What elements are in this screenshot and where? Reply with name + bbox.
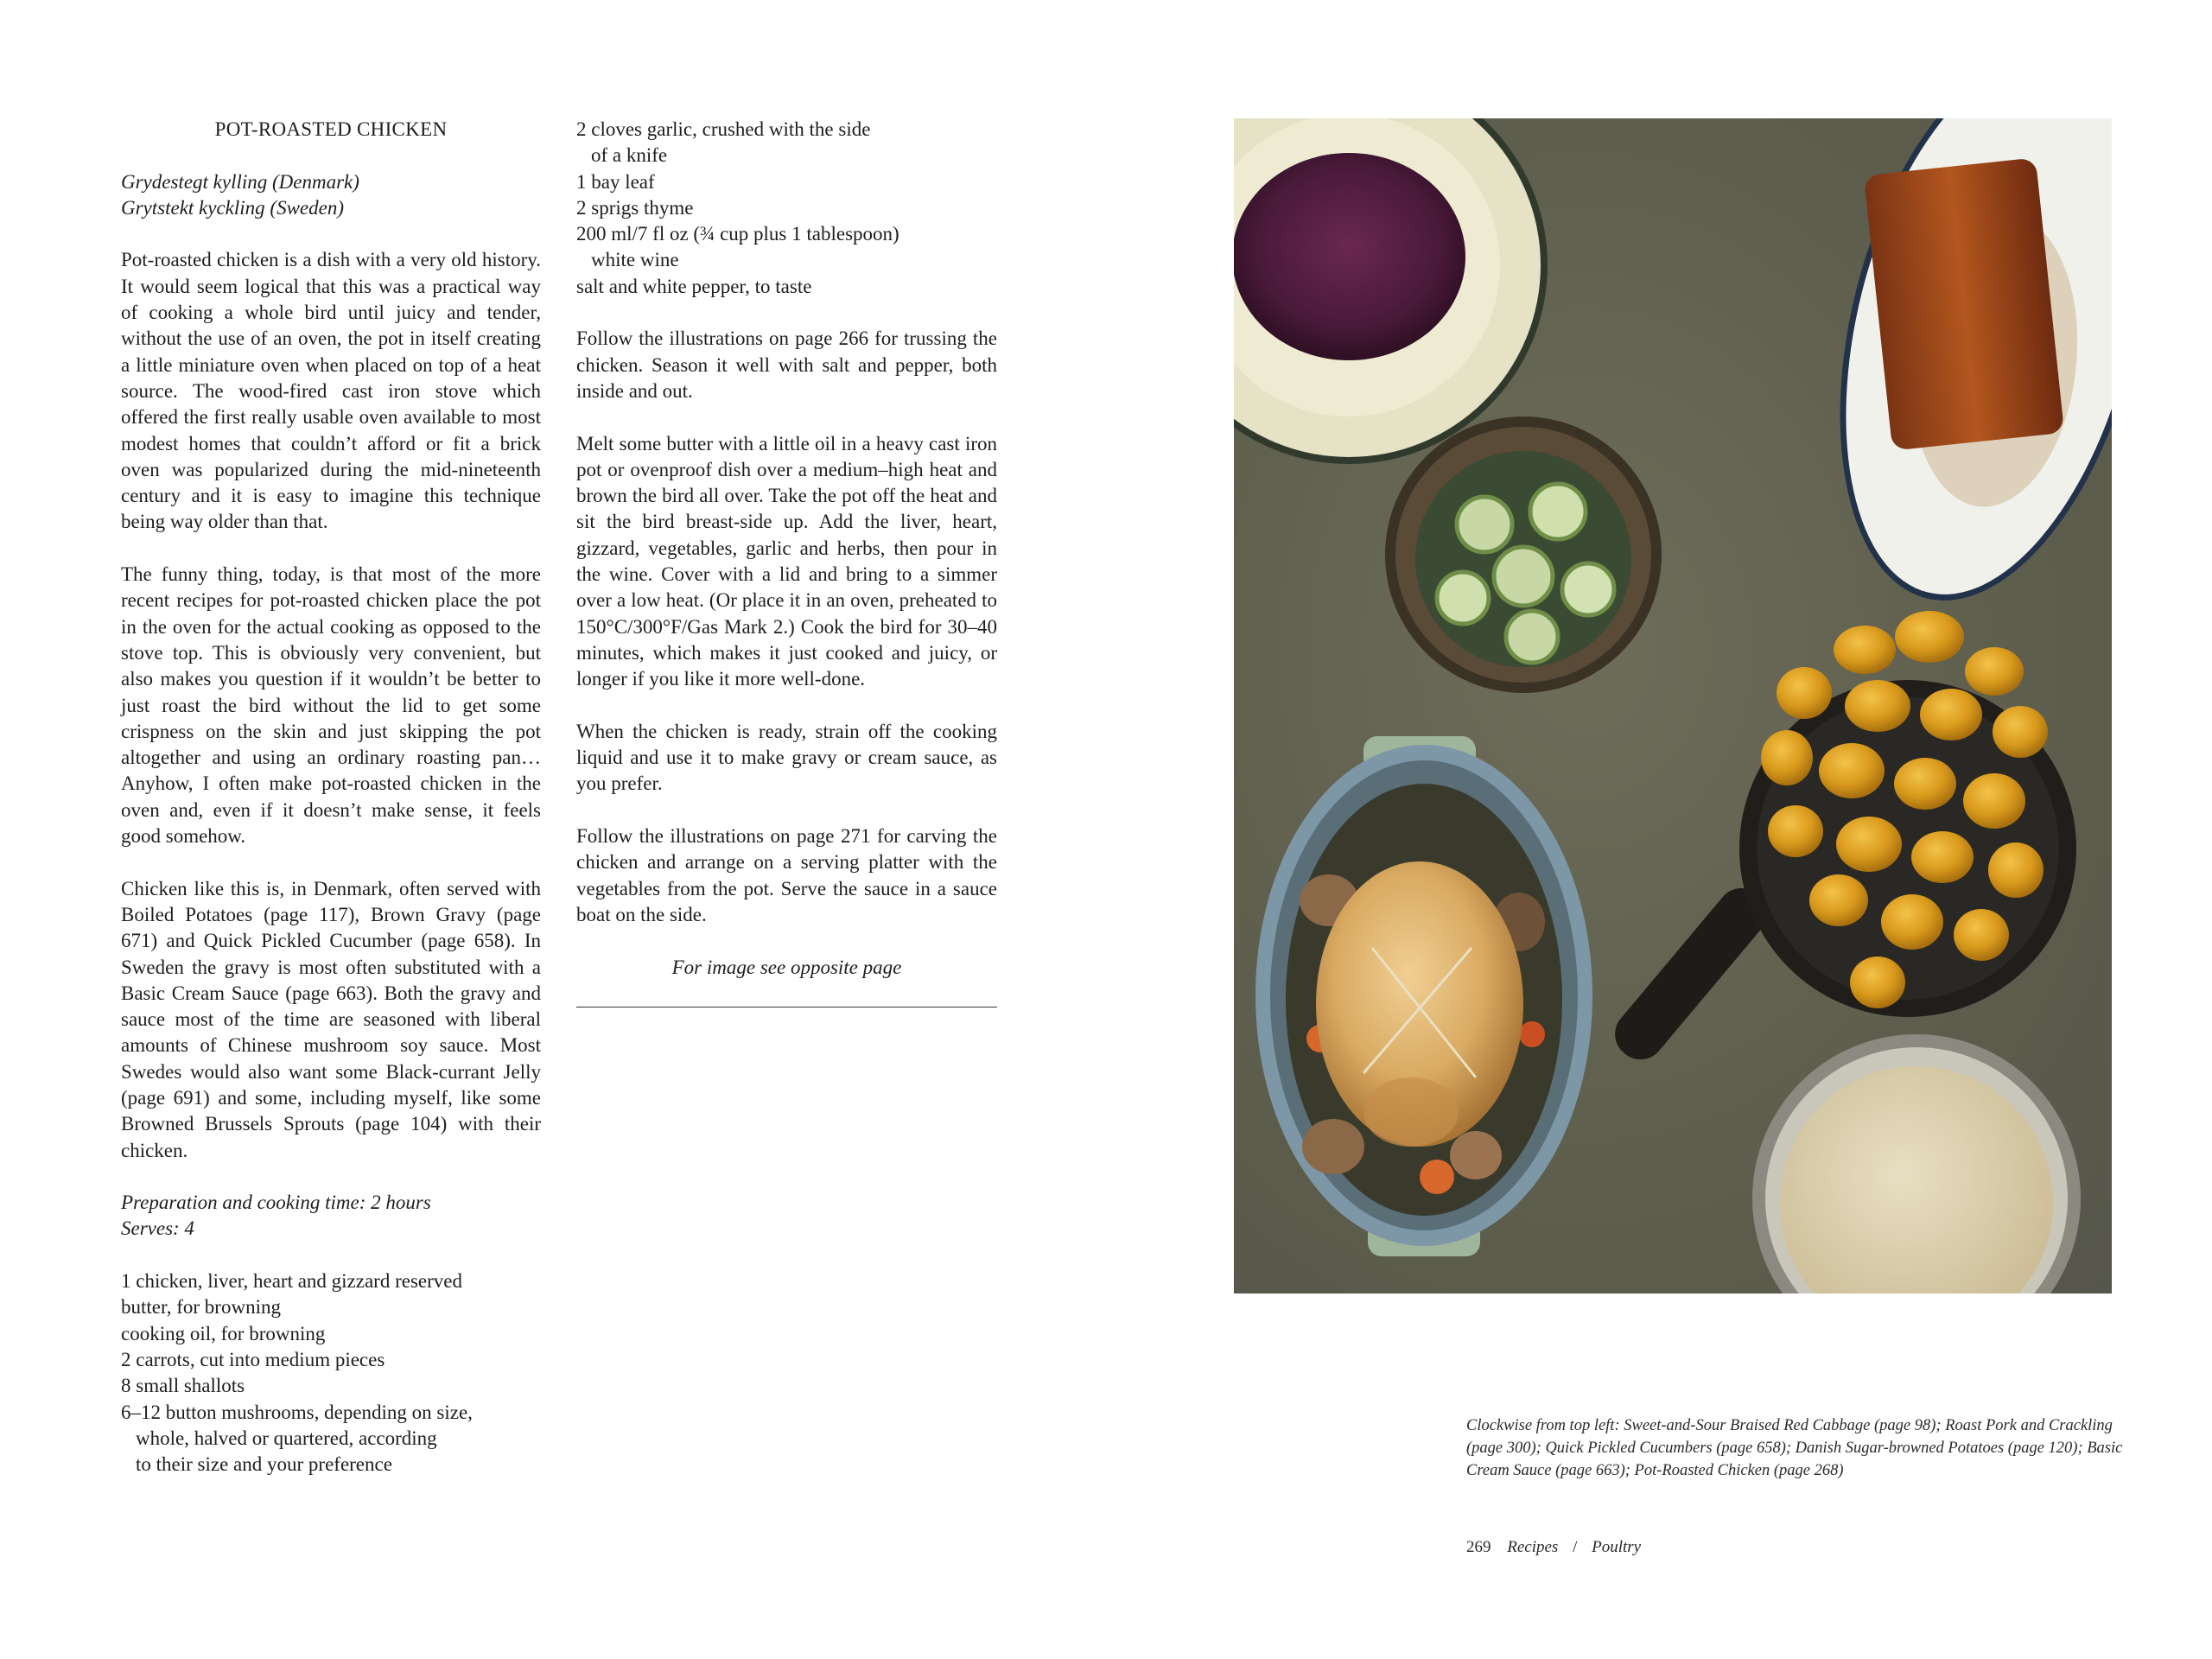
footer-chapter: Poultry	[1592, 1538, 1642, 1556]
cream-sauce-bowl	[1752, 1034, 2081, 1294]
footer-separator: /	[1573, 1538, 1578, 1556]
ingredient-item-continued: whole, halved or quartered, according	[136, 1427, 437, 1449]
ingredient-item: butter, for browning	[121, 1296, 281, 1319]
ingredient-item: 2 carrots, cut into medium pieces	[121, 1348, 385, 1370]
ingredient-item: 2 sprigs thyme	[576, 196, 694, 219]
ingredient-item: 8 small shallots	[121, 1375, 245, 1397]
red-cabbage-plate	[1234, 118, 1548, 464]
alt-name-denmark: Grydestegt kylling (Denmark)	[121, 170, 359, 193]
food-photo-illustration	[1234, 118, 2112, 1294]
intro-paragraph: Chicken like this is, in Denmark, often served with Boiled Potatoes (page 117), Brown Gravy (page 671) and Quick Pickled Cucumber (page 658). In Sweden the gravy is most often substituted with a Basic Cream Sauce (page 663). Both the gravy and sauce most of the time are seasoned with liberal amounts of Chinese mushroom soy sauce. Most Swedes would also want some Black-currant Jelly (page 691) and some, including myself, like some Browned Brussels Sprouts (page 104) with their chicken.	[121, 877, 541, 1161]
sugar-browned-potatoes-pan	[1605, 611, 2076, 1070]
ingredient-item-continued: of a knife	[591, 144, 668, 167]
recipe-column-left	[121, 117, 541, 1478]
alt-name-sweden: Grytstekt kyckling (Sweden)	[121, 196, 344, 219]
ingredient-item: 200 ml/7 fl oz (¾ cup plus 1 tablespoon)	[576, 223, 899, 245]
ingredient-item: cooking oil, for browning	[121, 1322, 326, 1344]
ingredients-list-left	[121, 1268, 541, 1478]
page-number: 269	[1466, 1538, 1491, 1556]
ingredient-item-continued: white wine	[591, 249, 679, 271]
recipe-title: POT-ROASTED CHICKEN	[214, 118, 448, 140]
method-step: Follow the illustrations on page 271 for carving the chicken and arrange on a serving platter with the vegetables from the pot. Serve the sauce in a sauce boat on the side.	[576, 825, 997, 925]
ingredient-item: salt and white pepper, to taste	[576, 275, 812, 297]
method-step: Follow the illustrations on page 266 for trussing the chicken. Season it well with salt and pepper, both inside and out.	[576, 327, 997, 402]
recipe-column-right	[576, 117, 997, 1007]
method-step: When the chicken is ready, strain off the cooking liquid and use it to make gravy or cream sauce, as you prefer.	[576, 720, 997, 795]
ingredient-item: 6–12 button mushrooms, depending on size,	[121, 1401, 473, 1423]
ingredient-item: 1 bay leaf	[576, 170, 655, 193]
roast-pork-platter	[1788, 118, 2112, 632]
ingredient-item: 2 cloves garlic, crushed with the side	[576, 118, 871, 140]
alt-names	[121, 169, 541, 222]
pot-roasted-chicken-casserole	[1255, 736, 1592, 1256]
page-footer	[1466, 1538, 1641, 1557]
footer-section: Recipes	[1507, 1538, 1559, 1556]
ingredient-item: 1 chicken, liver, heart and gizzard reserved	[121, 1270, 462, 1293]
prep-time: Preparation and cooking time: 2 hours	[121, 1192, 431, 1214]
method-step: Melt some butter with a little oil in a heavy cast iron pot or ovenproof dish over a medium–high heat and brown the bird all over. Take the pot off the heat and sit the bird breast-side up. Add the liver, heart, gizzard, vegetables, garlic and herbs, then pour in the wine. Cover with a lid and bring to a simmer over a low heat. (Or place it in an oven, preheated to 150°C/300°F/Gas Mark 2.) Cook the bird for 30–40 minutes, which makes it just cooked and juicy, or longer if you like it more well-done.	[576, 432, 997, 690]
ingredients-list-right	[576, 117, 997, 300]
serves: Serves: 4	[121, 1217, 194, 1240]
photo-caption: Clockwise from top left: Sweet-and-Sour Braised Red Cabbage (page 98); Roast Pork and Crackling (page 300); Quick Pickled Cucumbers (page 658); Danish Sugar-browned Potatoes (page 120); Basic Cream Sauce (page 663); Pot-Roasted Chicken (page 268)	[1466, 1417, 2123, 1479]
intro-paragraph: The funny thing, today, is that most of the more recent recipes for pot-roasted chicken place the pot in the oven for the actual cooking as opposed to the stove top. This is obviously very convenient, but also makes you question if it wouldn’t be better to just roast the bird without the lid to get some crispness on the skin and just skipping the pot altogether and using an ordinary roasting pan… Anyhow, I often make pot-roasted chicken in the oven and, even if it doesn’t make sense, it feels good somehow.	[121, 563, 541, 848]
intro-paragraph: Pot-roasted chicken is a dish with a very old history. It would seem logical that this was a practical way of cooking a whole bird until juicy and tender, without the use of an oven, the pot in itself creating a little miniature oven when placed on top of a heat source. The wood-fired cast iron stove which offered the first really usable oven available to most modest homes that couldn’t afford or fit a brick oven was popularized during the mid-nineteenth century and it is easy to imagine this technique being way older than that.	[121, 249, 541, 533]
image-note: For image see opposite page	[671, 956, 902, 978]
pickled-cucumber-bowl	[1385, 416, 1662, 693]
prep-info	[121, 1190, 541, 1243]
ingredient-item-continued: to their size and your preference	[136, 1453, 392, 1476]
food-photo	[1234, 118, 2112, 1294]
